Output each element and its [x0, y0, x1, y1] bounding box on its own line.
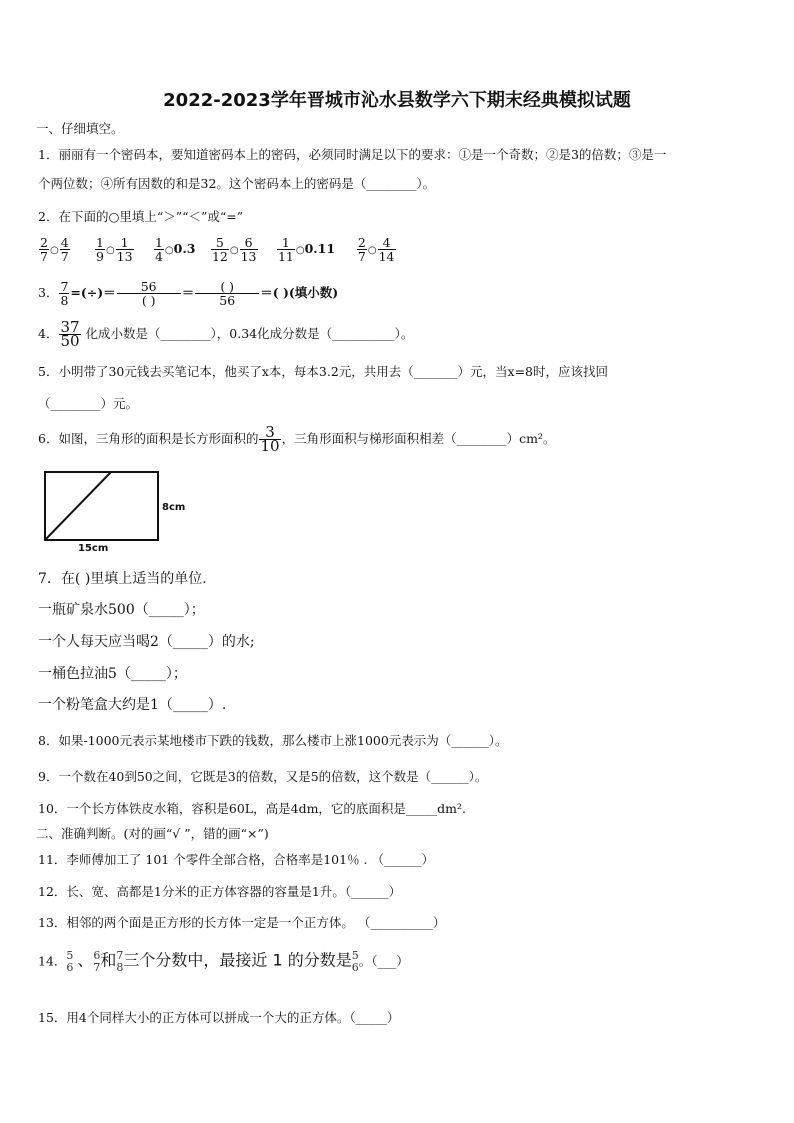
rectangle-diagram: [44, 471, 224, 561]
question-7-item: 一瓶矿泉水500（_____）；: [38, 602, 205, 618]
question-5-line-2: （________）元。: [38, 396, 139, 411]
circle-blank[interactable]: ○: [229, 245, 239, 256]
circle-blank[interactable]: ○: [105, 245, 115, 256]
width-label: 15cm: [78, 543, 109, 554]
question-2-text: 2．在下面的○里填上“＞”“＜”或“=”: [38, 209, 244, 224]
question-5-line-1: 5．小明带了30元钱去买笔记本，他买了x本，每本3.2元，共用去（_______）元，当x=8时，应该找回: [38, 364, 609, 379]
circle-blank[interactable]: ○: [164, 245, 174, 256]
question-8: 8．如果-1000元表示某地楼市下跌的钱数，那么楼市上涨1000元表示为（______）。: [38, 733, 508, 748]
comparison-item: $\frac{1}{4}$ ○0.3: [154, 235, 196, 264]
circle-blank[interactable]: ○: [49, 245, 59, 256]
question-7-title: 7．在( )里填上适当的单位.: [38, 571, 207, 587]
question-14: 14． 5 6 、 6 7 和 7 8 三个分数中，最接近 1 的分数是 5 6 。（___）: [38, 949, 409, 974]
comparison-item: $\frac{2}{7}$ ○ $\frac{4}{14}$: [357, 235, 395, 264]
question-10: 10．一个长方体铁皮水箱，容积是60L，高是4dm，它的底面积是_____dm².: [38, 801, 467, 816]
page-title: 2022-2023学年晋城市沁水县数学六下期末经典模拟试题: [163, 90, 631, 111]
question-13: 13．相邻的两个面是正方形的长方体一定是一个正方体。 （__________）: [38, 915, 446, 930]
question-11: 11．李师傅加工了 101 个零件全部合格，合格率是101％ . （______）: [38, 852, 434, 867]
rectangle-figure: [44, 471, 224, 561]
question-15: 15．用4个同样大小的正方体可以拼成一个大的正方体。（_____）: [38, 1010, 400, 1025]
question-6: 6．如图，三角形的面积是长方形面积的 $\frac{3}{10}$ ，三角形面积与梯形面积相差（________）cm²。: [38, 423, 556, 455]
question-7-item: 一个人每天应当喝2（_____）的水;: [38, 634, 255, 650]
height-label: 8cm: [162, 502, 186, 513]
question-1-line-1: 1．丽丽有一个密码本，要知道密码本上的密码，必须同时满足以下的要求：①是一个奇数；②是3的倍数；③是一: [38, 147, 667, 162]
section-2-heading: 二、准确判断。(对的画“√ ”，错的画“×”): [36, 826, 269, 841]
question-7-item: 一桶色拉油5（_____）；: [38, 666, 187, 682]
question-3: 3． $\frac{7}{8}$ =(÷)＝ $\frac{56}{( )}$ ＝ $\frac{( )}{56}$ ＝( )(填小数): [38, 279, 339, 308]
comparison-item: $\frac{1}{9}$ ○ $\frac{1}{13}$: [95, 235, 133, 264]
question-1-line-2: 个两位数；④所有因数的和是32。这个密码本上的密码是（________）。: [38, 176, 436, 191]
question-12: 12．长、宽、高都是1分米的正方体容器的容量是1升。（______）: [38, 884, 402, 899]
section-1-heading: 一、仔细填空。: [36, 121, 124, 136]
comparison-item: $\frac{1}{11}$ ○0.11: [277, 235, 336, 264]
question-9: 9．一个数在40到50之间，它既是3的倍数，又是5的倍数，这个数是（______）。: [38, 769, 488, 784]
comparison-item: $\frac{5}{12}$ ○ $\frac{6}{13}$: [211, 235, 257, 264]
comparison-item: $\frac{2}{7}$ ○ $\frac{4}{7}$: [40, 235, 69, 264]
question-2-comparisons: [38, 236, 406, 263]
question-4: 4． $\frac{37}{50}$ 化成小数是（________），0.34化成分数是（__________）。: [38, 318, 414, 350]
circle-blank[interactable]: ○: [367, 245, 377, 256]
circle-blank[interactable]: ○: [295, 245, 305, 256]
question-7-item: 一个粉笔盒大约是1（_____）.: [38, 697, 227, 713]
